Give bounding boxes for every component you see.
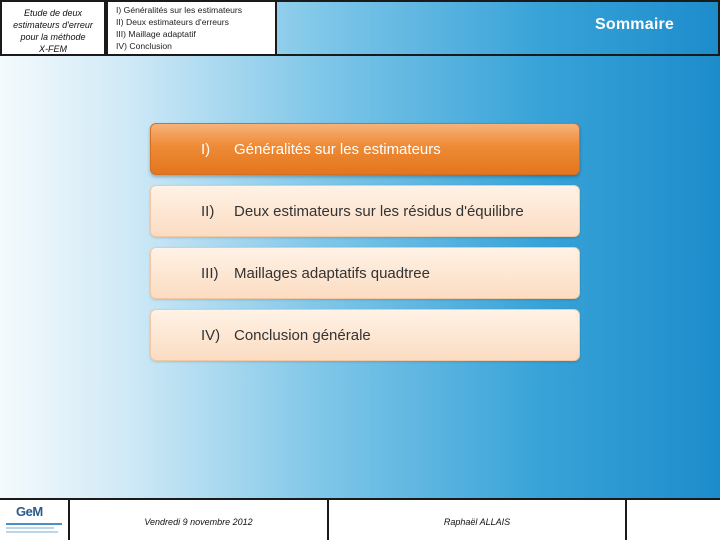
outline-item-4[interactable]: [150, 309, 580, 361]
outline-number: III): [201, 264, 219, 282]
outline-number: I): [201, 140, 211, 158]
outline-item-1[interactable]: [150, 123, 580, 175]
outline-label: Généralités sur les estimateurs: [234, 140, 441, 158]
title-line: Etude de deux: [23, 8, 83, 18]
outline-label: Conclusion générale: [234, 326, 371, 344]
toc-item: II) Deux estimateurs d'erreurs: [116, 17, 229, 27]
section-title: Sommaire: [595, 16, 674, 33]
presentation-title: [0, 0, 106, 56]
footer: [0, 498, 720, 540]
gem-logo-icon: [4, 504, 64, 538]
header-toc: [106, 0, 277, 56]
toc-item: IV) Conclusion: [116, 41, 172, 51]
footer-page-cell: [625, 500, 720, 540]
outline-label: Deux estimateurs sur les résidus d'équilibre: [234, 202, 524, 220]
outline-number: II): [201, 202, 215, 220]
logo: [0, 500, 68, 540]
footer-author: Raphaël ALLAIS: [327, 500, 625, 540]
outline-label: Maillages adaptatifs quadtree: [234, 264, 430, 282]
outline-item-2[interactable]: [150, 185, 580, 237]
footer-date: Vendredi 9 novembre 2012: [68, 500, 327, 540]
toc-item: III) Maillage adaptatif: [116, 29, 196, 39]
title-line: pour la méthode: [20, 32, 86, 42]
title-line: X-FEM: [39, 44, 67, 54]
toc-item: I) Généralités sur les estimateurs: [116, 5, 243, 15]
outline-item-3[interactable]: [150, 247, 580, 299]
outline-number: IV): [201, 326, 221, 344]
title-line: estimateurs d'erreur: [13, 20, 93, 30]
logo-wordmark: GeM: [16, 504, 43, 519]
